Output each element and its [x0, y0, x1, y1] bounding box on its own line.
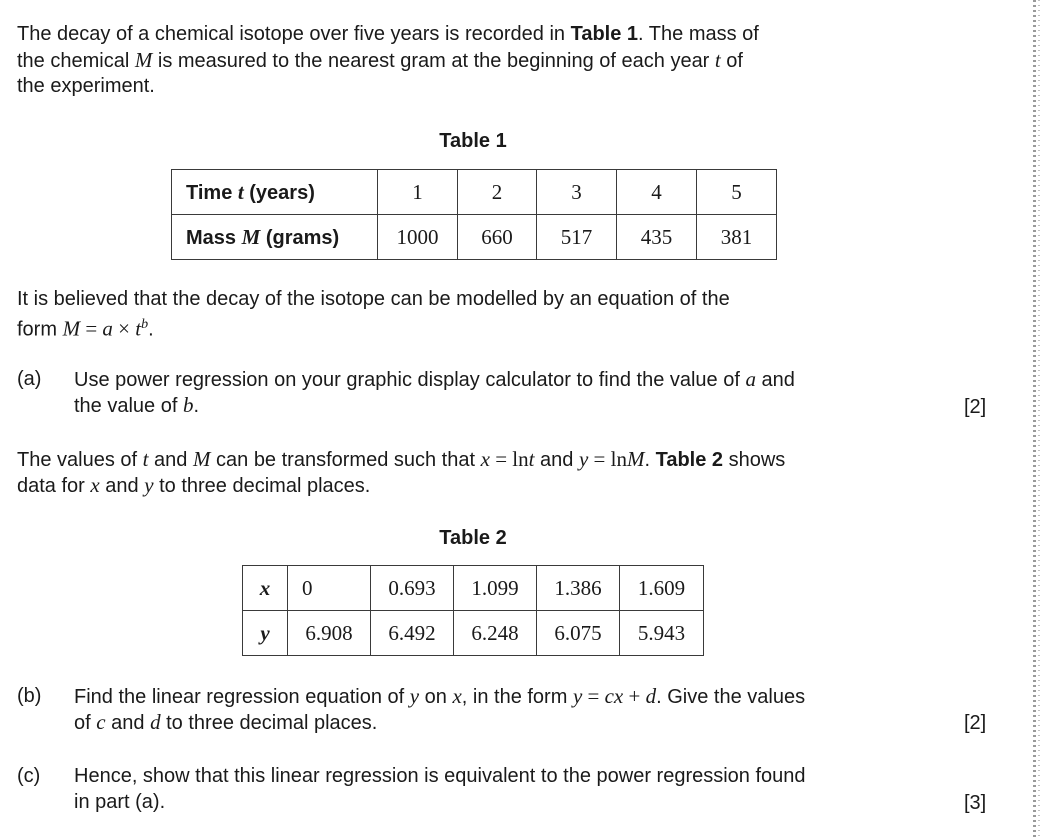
table2-caption: Table 2: [439, 527, 507, 549]
table2-cell: 1.386: [537, 566, 620, 611]
table2-cell: 6.492: [371, 611, 454, 656]
intro-line-2: the chemical M is measured to the nearest gram at the beginning of each year t of: [17, 48, 743, 72]
table1-cell: 3: [537, 170, 617, 215]
intro-line-3: the experiment.: [17, 75, 155, 97]
table1-mass-header: Mass M (grams): [172, 215, 378, 260]
table1-cell: 4: [617, 170, 697, 215]
table2-cell: 6.075: [537, 611, 620, 656]
part-c-label: (c): [17, 765, 41, 787]
table1-cell: 1: [378, 170, 458, 215]
table1-cell: 1000: [378, 215, 458, 260]
table1-row-mass: [172, 215, 777, 260]
part-b-line-2: of c and d to three decimal places.: [74, 710, 378, 734]
model-line-2: form $M = a \times t^b$.: [17, 316, 154, 341]
table2-cell: 5.943: [620, 611, 704, 656]
part-a-line-2: the value of b.: [74, 393, 200, 417]
table1: [171, 169, 777, 260]
table1-cell: 435: [617, 215, 697, 260]
table2-cell: 1.609: [620, 566, 704, 611]
part-b-marks: [2]: [964, 712, 987, 734]
table1-cell: 2: [458, 170, 537, 215]
table2-x-header: x: [243, 566, 288, 611]
part-b-line-1: Find the linear regression equation of y on x, in the form y = cx + d. Give the values: [74, 684, 806, 708]
table1-cell: 517: [537, 215, 617, 260]
table2: [242, 565, 704, 656]
table1-cell: 381: [697, 215, 777, 260]
part-c-line-2: in part (a).: [74, 791, 166, 813]
part-b-label: (b): [17, 685, 42, 707]
table2-row-x: [243, 566, 704, 611]
table2-cell: 6.908: [288, 611, 371, 656]
table2-cell: 0: [288, 566, 371, 611]
part-c-marks: [3]: [964, 792, 987, 814]
model-line-1: It is believed that the decay of the isotope can be modelled by an equation of the: [17, 288, 730, 310]
table2-cell: 6.248: [454, 611, 537, 656]
table1-row-time: [172, 170, 777, 215]
table2-cell: 0.693: [371, 566, 454, 611]
intro-line-1: The decay of a chemical isotope over five years is recorded in Table 1. The mass of: [17, 23, 759, 45]
transform-line-1: The values of t and M can be transformed such that x = lnt and y = lnM. Table 2 shows: [17, 447, 786, 471]
table1-cell: 5: [697, 170, 777, 215]
table2-y-header: y: [243, 611, 288, 656]
part-a-line-1: Use power regression on your graphic display calculator to find the value of a and: [74, 367, 795, 391]
table2-cell: 1.099: [454, 566, 537, 611]
part-c-line-1: Hence, show that this linear regression is equivalent to the power regression found: [74, 765, 806, 787]
transform-line-2: data for x and y to three decimal places.: [17, 473, 371, 497]
table1-cell: 660: [458, 215, 537, 260]
table2-row-y: [243, 611, 704, 656]
table1-time-header: Time t (years): [172, 170, 378, 215]
page-edge-perforation: [1033, 0, 1036, 839]
table1-caption: Table 1: [439, 130, 507, 152]
part-a-label: (a): [17, 368, 42, 390]
part-a-marks: [2]: [964, 396, 987, 418]
